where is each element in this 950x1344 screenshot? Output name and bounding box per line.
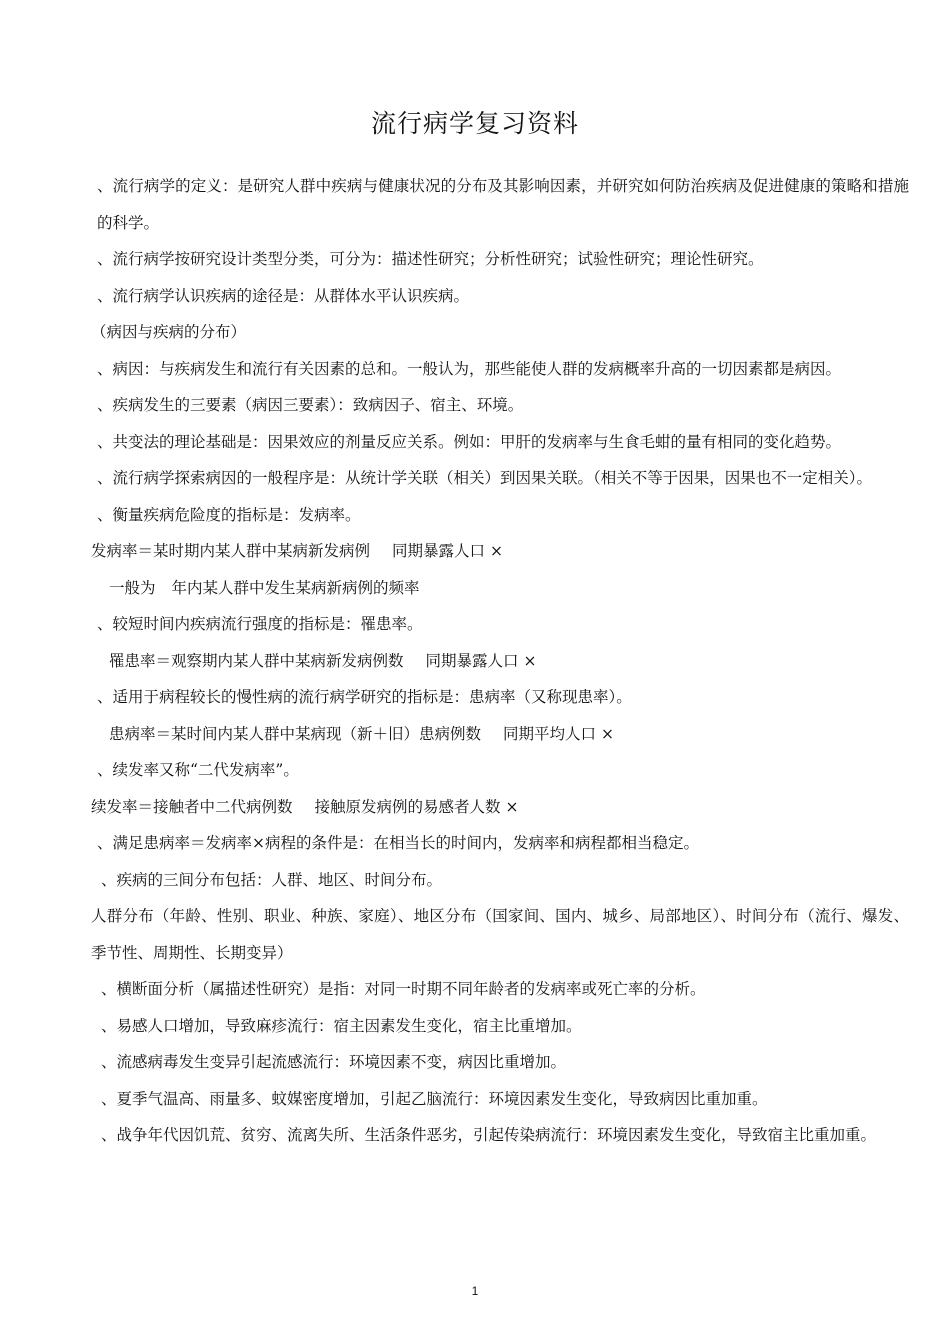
paragraph-prevalence: 、适用于病程较长的慢性病的流行病学研究的指标是：患病率（又称现患率）。 xyxy=(97,688,632,706)
formula-incidence-denominator: 同期暴露人口 × xyxy=(392,542,503,560)
paragraph-risk-index: 、衡量疾病危险度的指标是：发病率。 xyxy=(97,505,361,524)
formula-prevalence-numerator: 患病率＝某时间内某人群中某病现（新＋旧）患病例数 xyxy=(109,724,482,743)
formula-incidence-note xyxy=(91,570,909,607)
paragraph-study-design: 、流行病学按研究设计类型分类，可分为：描述性研究；分析性研究；试验性研究；理论性研究。 xyxy=(97,250,764,268)
paragraph-three-elements: 、疾病发生的三要素（病因三要素）：致病因子、宿主、环境。 xyxy=(97,396,524,414)
paragraph-secondary-attack: 、续发率又称“二代发病率”。 xyxy=(97,761,299,779)
formula-incidence-note-a: 一般为 xyxy=(109,578,156,597)
paragraph-approach: 、流行病学认识疾病的途径是：从群体水平认识疾病。 xyxy=(97,286,470,305)
paragraph-attack-rate: 、较短时间内疾病流行强度的指标是：罹患率。 xyxy=(97,615,423,633)
section-heading: （病因与疾病的分布） xyxy=(91,323,247,341)
paragraph-influenza: 、流感病毒发生变异引起流感流行：环境因素不变，病因比重增加。 xyxy=(101,1053,567,1071)
document-title: 流行病学复习资料 xyxy=(370,109,579,138)
formula-prevalence-denominator: 同期平均人口 × xyxy=(503,724,614,743)
page-number: 1 xyxy=(471,1284,479,1298)
formula-secondary-attack xyxy=(91,789,909,826)
formula-incidence-note-b: 年内某人群中发生某病新病例的频率 xyxy=(171,578,420,597)
formula-attack-rate-numerator: 罹患率＝观察期内某人群中某病新发病例数 xyxy=(109,651,404,670)
formula-incidence-numerator: 发病率＝某时期内某人群中某病新发病例 xyxy=(91,542,371,560)
paragraph-definition: 、流行病学的定义：是研究人群中疾病与健康状况的分布及其影响因素，并研究如何防治疾病及促进健康的策略和措施的科学。 xyxy=(97,177,909,232)
paragraph-three-distributions: 、疾病的三间分布包括：人群、地区、时间分布。 xyxy=(101,870,443,889)
paragraph-encephalitis: 、夏季气温高、雨量多、蚊媒密度增加，引起乙脑流行：环境因素发生变化，导致病因比重加重。 xyxy=(101,1089,768,1108)
paragraph-measles: 、易感人口增加，导致麻疹流行：宿主因素发生变化，宿主比重增加。 xyxy=(101,1016,582,1035)
paragraph-prevalence-condition: 、满足患病率＝发病率×病程的条件是：在相当长的时间内，发病率和病程都相当稳定。 xyxy=(97,834,699,852)
formula-attack-rate-denominator: 同期暴露人口 × xyxy=(425,651,537,670)
paragraph-cross-sectional: 、横断面分析（属描述性研究）是指：对同一时期不同年龄者的发病率或死亡率的分析。 xyxy=(101,980,706,998)
paragraph-cause: 、病因：与疾病发生和流行有关因素的总和。一般认为，那些能使人群的发病概率升高的一切因素都是病因。 xyxy=(97,359,842,378)
formula-incidence xyxy=(91,533,909,570)
document-body xyxy=(91,168,909,1154)
formula-prevalence xyxy=(91,716,909,753)
formula-attack-rate xyxy=(91,643,909,680)
paragraph-cause-procedure: 、流行病学探索病因的一般程序是：从统计学关联（相关）到因果关联。（相关不等于因果，因果也不一定相关）。 xyxy=(97,469,873,487)
paragraph-distribution-detail: 人群分布（年龄、性别、职业、种族、家庭）、地区分布（国家间、国内、城乡、局部地区）、时间分布（流行、爆发、季节性、周期性、长期变异） xyxy=(91,907,909,962)
formula-secondary-attack-numerator: 续发率＝接触者中二代病例数 xyxy=(91,797,293,816)
formula-secondary-attack-denominator: 接触原发病例的易感者人数 × xyxy=(314,797,519,816)
paragraph-concomitant-variation: 、共变法的理论基础是：因果效应的剂量反应关系。例如：甲肝的发病率与生食毛蚶的量有相同的变化趋势。 xyxy=(97,432,842,451)
paragraph-wartime: 、战争年代因饥荒、贫穷、流离失所、生活条件恶劣，引起传染病流行：环境因素发生变化，导致宿主比重加重。 xyxy=(101,1126,877,1144)
